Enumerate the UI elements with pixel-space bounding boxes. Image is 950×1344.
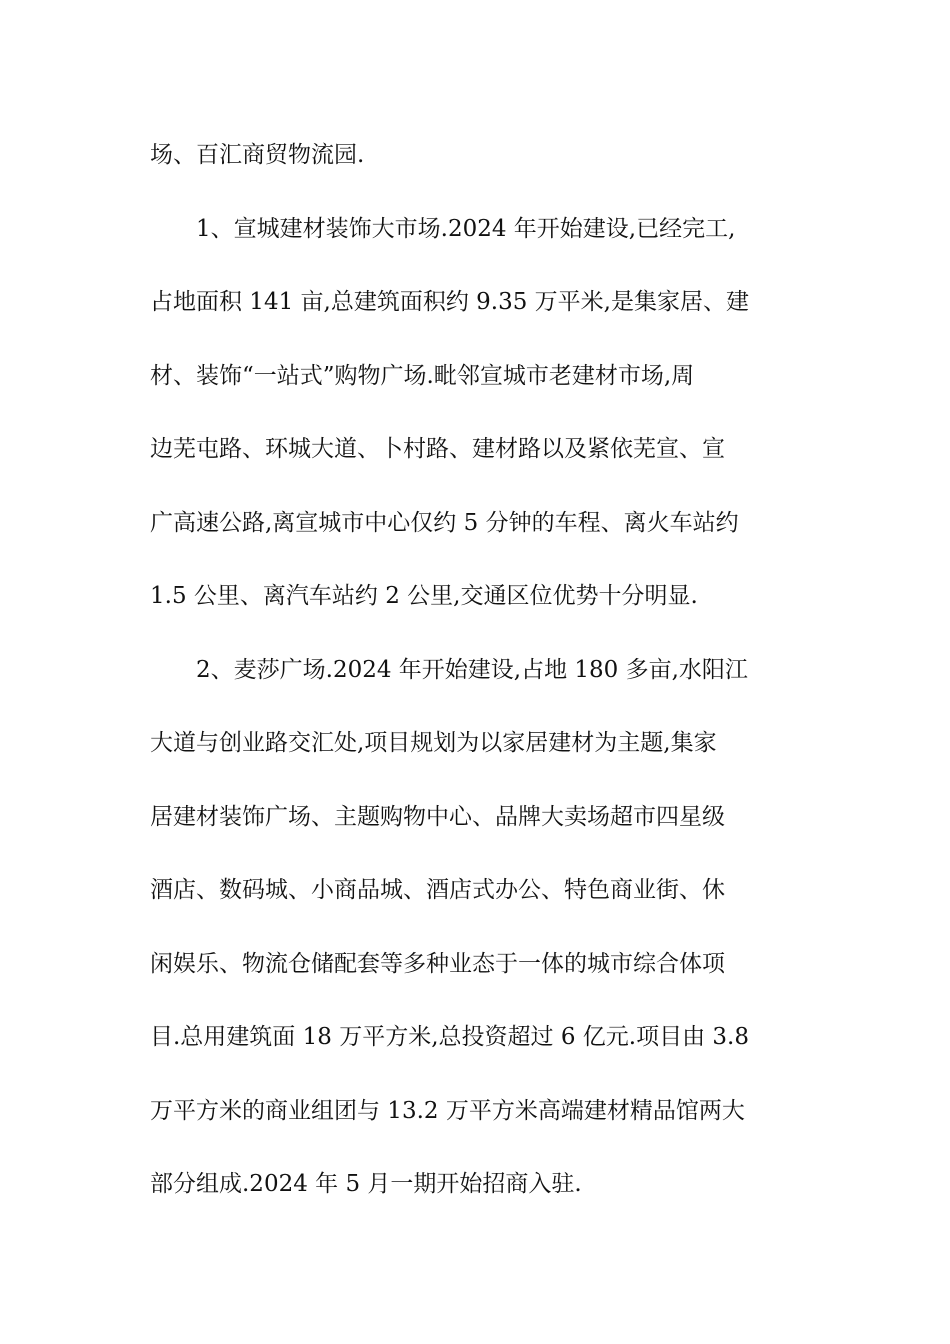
document-body [150,128,805,1231]
paragraph-1-start: 1、宣城建材装饰大市场.2024 年开始建设,已经完工, [196,215,736,242]
text-line: 场、百汇商贸物流园. [150,142,365,168]
text-line: 广高速公路,离宣城市中心仅约 5 分钟的车程、离火车站约 [150,509,739,536]
text-line: 居建材装饰广场、主题购物中心、品牌大卖场超市四星级 [150,803,725,830]
text-line: 大道与创业路交汇处,项目规划为以家居建材为主题,集家 [150,730,717,756]
text-line: 目.总用建筑面 18 万平方米,总投资超过 6 亿元.项目由 3.8 [150,1024,749,1050]
text-line: 占地面积 141 亩,总建筑面积约 9.35 万平米,是集家居、建 [150,289,749,315]
text-line: 边芜屯路、环城大道、卜村路、建材路以及紧依芜宣、宣 [150,436,725,462]
text-line: 酒店、数码城、小商品城、酒店式办公、特色商业街、休 [150,877,725,903]
text-line: 部分组成.2024 年 5 月一期开始招商入驻. [150,1171,582,1197]
text-line: 闲娱乐、物流仓储配套等多种业态于一体的城市综合体项 [150,950,725,977]
text-line: 材、装饰“一站式”购物广场.毗邻宣城市老建材市场,周 [150,362,695,389]
paragraph-2-start: 2、麦莎广场.2024 年开始建设,占地 180 多亩,水阳江 [196,656,748,683]
text-line: 1.5 公里、离汽车站约 2 公里,交通区位优势十分明显. [150,583,698,609]
text-line: 万平方米的商业组团与 13.2 万平方米高端建材精品馆两大 [150,1097,745,1124]
